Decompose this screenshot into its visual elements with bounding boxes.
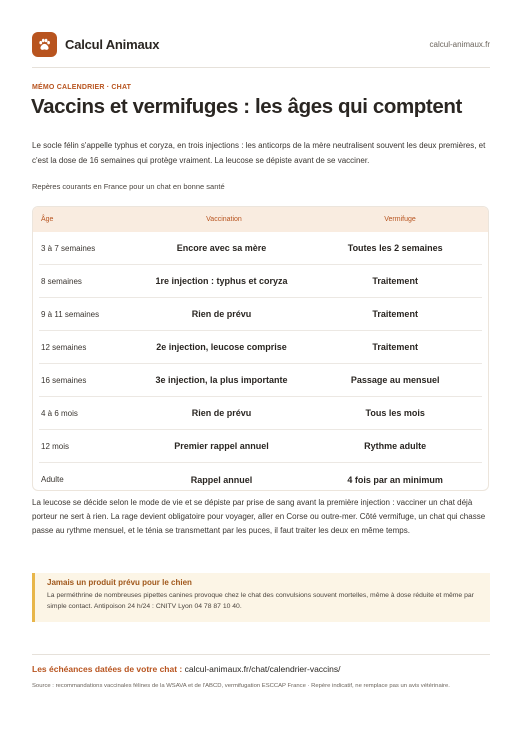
warning-callout: [32, 573, 490, 622]
body-paragraph: La leucose se décide selon le mode de vie et se dépiste par prise de sang avant la première injection : vacciner un chat déjà porteur ne sert à rien. La rage devient obligatoire pour voyager, aller en Corse ou outre-mer. Côté vermifuge, un chat qui chasse passe au rythme mensuel, et le ténia se transmettant par les puces, il faut traiter les deux en même temps.: [32, 498, 486, 535]
cell-vaccination: Premier rappel annuel: [174, 441, 269, 451]
cell-age: 12 mois: [41, 441, 70, 451]
warning-body: La perméthrine de nombreuses pipettes canines provoque chez le chat des convulsions souvent mortelles, même à dose réduite et même par simple contact. Antipoison 24 h/24 : CNITV Lyon 04 78 87 10 40.: [47, 592, 474, 610]
header-age: Âge: [41, 216, 54, 223]
header-vaccination: Vaccination: [206, 216, 242, 223]
cell-vaccination: 2e injection, leucose comprise: [156, 342, 287, 352]
eyebrow: MÉMO CALENDRIER · CHAT: [32, 84, 132, 91]
cell-vermifuge: Traitement: [372, 309, 418, 319]
cell-vaccination: Encore avec sa mère: [176, 243, 267, 253]
cell-vaccination: Rappel annuel: [190, 474, 253, 485]
table-row: [39, 232, 482, 265]
cell-vaccination: 1re injection : typhus et coryza: [155, 276, 288, 286]
site-url-link[interactable]: calcul-animaux.fr: [429, 40, 490, 49]
table-row: [39, 364, 482, 397]
schedule-table: [32, 206, 489, 491]
cell-vermifuge: Passage au mensuel: [350, 375, 440, 385]
table-row: [39, 331, 482, 364]
footer-label: Les échéances datées de votre chat :: [32, 664, 183, 674]
footer-cta: [32, 664, 341, 674]
cell-age: 4 à 6 mois: [41, 408, 78, 418]
footer-divider: [32, 654, 490, 655]
table-header: [33, 207, 488, 232]
brand[interactable]: [32, 32, 159, 57]
table-row: [39, 430, 482, 463]
cell-vermifuge: Rythme adulte: [364, 441, 427, 451]
cell-age: Adulte: [41, 475, 64, 484]
paw-icon: [32, 32, 57, 57]
header-vermifuge: Vermifuge: [384, 216, 416, 223]
table-row: [39, 463, 482, 491]
cell-age: 8 semaines: [41, 276, 82, 286]
cell-vaccination: 3e injection, la plus importante: [155, 375, 288, 385]
cell-vermifuge: Toutes les 2 semaines: [347, 243, 443, 253]
cell-age: 12 semaines: [41, 342, 87, 352]
site-header: [32, 31, 490, 58]
header-divider: [32, 67, 490, 68]
cell-vermifuge: 4 fois par an minimum: [347, 474, 443, 485]
intro-paragraph: Le socle félin s'appelle typhus et coryza, en trois injections : les anticorps de la mère neutralisent souvent les deux premières, et c'est la dose de 16 semaines qui protège vraiment. La leucose se dépiste avant de se vacciner.: [32, 141, 486, 165]
cell-vermifuge: Traitement: [372, 276, 418, 286]
cell-vaccination: Rien de prévu: [191, 309, 252, 319]
cell-age: 9 à 11 semaines: [41, 309, 100, 319]
cell-vaccination: Rien de prévu: [191, 408, 252, 418]
brand-name: Calcul Animaux: [65, 37, 160, 52]
cell-vermifuge: Tous les mois: [365, 408, 425, 418]
cell-vermifuge: Traitement: [372, 342, 418, 352]
cell-age: 16 semaines: [41, 375, 87, 385]
warning-title: Jamais un produit prévu pour le chien: [47, 578, 192, 587]
table-row: [39, 265, 482, 298]
table-row: [39, 298, 482, 331]
page-title: Vaccins et vermifuges : les âges qui comptent: [31, 95, 462, 118]
table-caption: Repères courants en France pour un chat en bonne santé: [32, 182, 225, 191]
source-note: Source : recommandations vaccinales félines de la WSAVA et de l'ABCD, vermifugation ESCCAP France · Repère indicatif, ne remplace pas un avis vétérinaire.: [32, 683, 450, 689]
cell-age: 3 à 7 semaines: [41, 243, 96, 253]
calendar-link[interactable]: calcul-animaux.fr/chat/calendrier-vaccins/: [184, 664, 341, 674]
table-row: [39, 397, 482, 430]
